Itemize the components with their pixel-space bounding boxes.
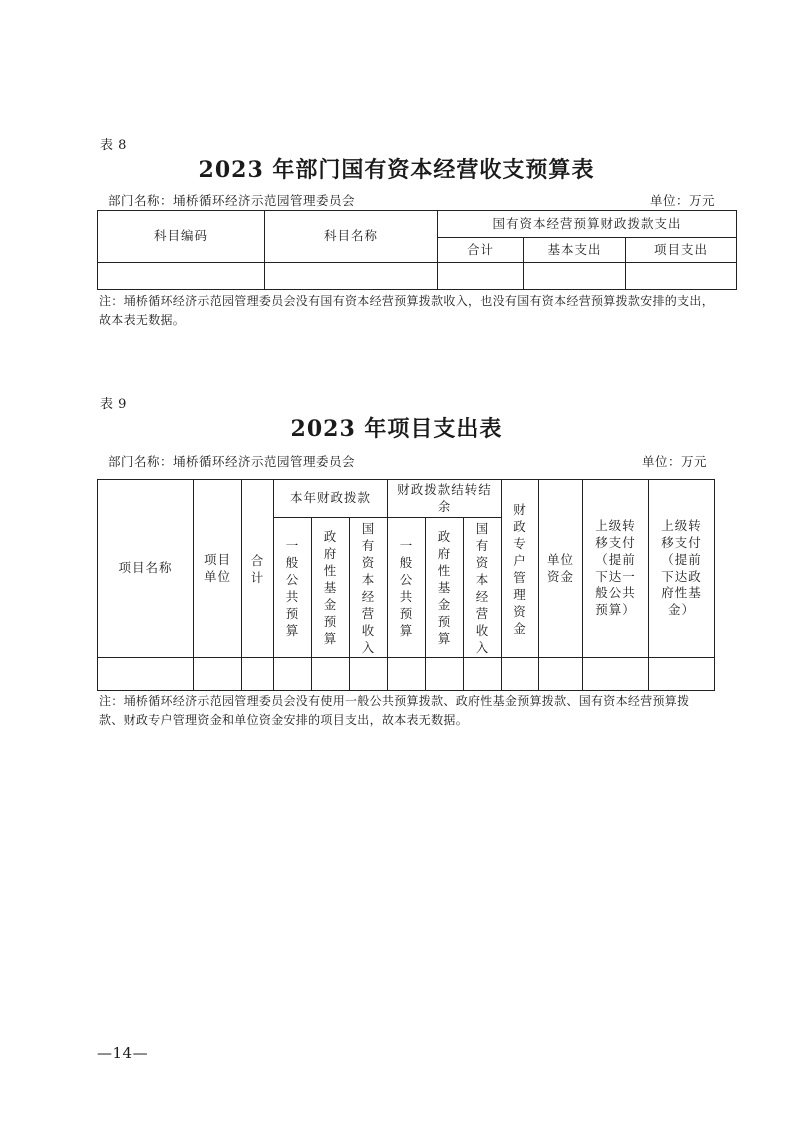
- table-cell: [265, 263, 438, 290]
- table8: [97, 210, 737, 290]
- table-cell: [583, 658, 649, 691]
- table8-label: 表 8: [100, 138, 127, 153]
- header-subject-code: 科目编码: [98, 211, 265, 263]
- table-cell: [388, 658, 426, 691]
- table-cell: [98, 658, 194, 691]
- table9-unit: 单位：万元: [642, 454, 708, 469]
- header-project-unit: 项目单位: [194, 480, 242, 658]
- header-total: 合计: [438, 238, 524, 263]
- table-cell: [312, 658, 350, 691]
- table8-note: 注：埇桥循环经济示范园管理委员会没有国有资本经营预算拨款收入，也没有国有资本经营预算拨款安排的支出，故本表无数据。: [99, 294, 715, 327]
- table8-dept: 部门名称：埇桥循环经济示范园管理委员会: [108, 193, 356, 208]
- header-gov-fund: 政府性基金预算: [312, 518, 350, 658]
- table9: [97, 479, 715, 691]
- header-subject-name: 科目名称: [265, 211, 438, 263]
- page-number: —14—: [97, 1044, 149, 1062]
- header-transfer-fund: 上级转移支付（提前下达政府性基金）: [649, 480, 715, 658]
- table8-title: 2023 年部门国有资本经营收支预算表: [198, 157, 595, 183]
- header-project-expense: 项目支出: [626, 238, 737, 263]
- table8-unit: 单位：万元: [650, 193, 716, 208]
- header-unit-funds: 单位资金: [539, 480, 583, 658]
- table-row: [98, 263, 737, 290]
- table-cell: [524, 263, 626, 290]
- table-cell: [649, 658, 715, 691]
- table-cell: [426, 658, 464, 691]
- header-project-name: 项目名称: [98, 480, 194, 658]
- header-carry-state-capital: 国有资本经营收入: [464, 518, 502, 658]
- table-cell: [626, 263, 737, 290]
- table9-label: 表 9: [100, 397, 127, 412]
- table-cell: [539, 658, 583, 691]
- header-general-budget: 一般公共预算: [274, 518, 312, 658]
- header-current-appropriation: 本年财政拨款: [274, 480, 388, 518]
- table-cell: [274, 658, 312, 691]
- table-cell: [98, 263, 265, 290]
- header-transfer-general: 上级转移支付（提前下达一般公共预算）: [583, 480, 649, 658]
- header-carry-gov-fund: 政府性基金预算: [426, 518, 464, 658]
- table-cell: [502, 658, 539, 691]
- table-cell: [350, 658, 388, 691]
- table-cell: [464, 658, 502, 691]
- header-state-capital: 国有资本经营收入: [350, 518, 388, 658]
- header-basic-expense: 基本支出: [524, 238, 626, 263]
- header-total: 合计: [242, 480, 274, 658]
- table-cell: [194, 658, 242, 691]
- table9-title: 2023 年项目支出表: [290, 416, 503, 442]
- header-state-capital-expense: 国有资本经营预算财政拨款支出: [438, 211, 737, 238]
- header-special-account-funds: 财政专户管理资金: [502, 480, 539, 658]
- table9-note: 注：埇桥循环经济示范园管理委员会没有使用一般公共预算拨款、政府性基金预算拨款、国有资本经营预算拨款、财政专户管理资金和单位资金安排的项目支出，故本表无数据。: [99, 694, 690, 727]
- header-carryover: 财政拨款结转结余: [388, 480, 502, 518]
- table-cell: [242, 658, 274, 691]
- table9-dept: 部门名称：埇桥循环经济示范园管理委员会: [108, 454, 356, 469]
- table-cell: [438, 263, 524, 290]
- table-row: [98, 658, 715, 691]
- header-carry-general-budget: 一般公共预算: [388, 518, 426, 658]
